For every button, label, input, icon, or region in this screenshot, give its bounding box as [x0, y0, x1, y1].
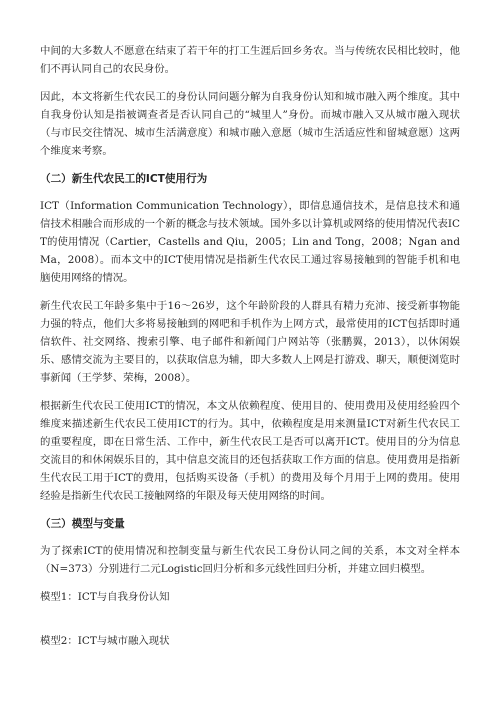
- section-heading-ict-behavior: （二）新生代农民工的ICT使用行为: [40, 173, 208, 185]
- paragraph-ict-definition: ICT（Information Communication Technology），即信息通信技术，是信息技术和通信技术相融合而形成的一个新的概念与技术领域。国外多以计算机或网络的使用情况代表ICT的使用情况（Cartier，Castells and Qiu，2005；Lin and Tong，2008；Ngan and Ma，2008）。而本文中的ICT使用情况是指新生代农民工通过容易接触到的智能手机和电脑使用网络的情况。: [40, 200, 460, 284]
- paragraph-regression-method: 为了探索ICT的使用情况和控制变量与新生代农民工身份认同之间的关系，本文对全样本（N=373）分别进行二元Logistic回归分析和多元线性回归分析，并建立回归模型。: [40, 545, 460, 575]
- section-heading-model-variables: （三）模型与变量: [40, 518, 125, 530]
- paragraph-identity-farmers: 中间的大多数人不愿意在结束了若干年的打工生涯后回乡务农。当与传统农民相比较时，他们不再认同自己的农民身份。: [40, 45, 460, 75]
- paragraph-ict-usage-age: 新生代农民工年龄多集中于16～26岁，这个年龄阶段的人群具有精力充沛、接受新事物能力强的特点，他们大多将易接触到的网吧和手机作为上网方式，最常使用的ICT包括即时通信软件、社交网络、搜索引擎、电子邮件和新闻门户网站等（张鹏翼，2013），以休闲娱乐、感情交流为主要目的，以获取信息为辅，即大多数人上网是打游戏、聊天，顺便浏览时事新闻（王学梦、荣梅，2008）。: [40, 300, 460, 384]
- model-1-label: 模型1：ICT与自我身份认知: [40, 591, 170, 603]
- model-2-label: 模型2：ICT与城市融入现状: [40, 635, 170, 647]
- paragraph-ict-dimensions: 根据新生代农民工使用ICT的情况，本文从依赖程度、使用目的、使用费用及使用经验四个维度来描述新生代农民工使用ICT的行为。其中，依赖程度是用来测量ICT对新生代农民工的重要程度，即在日常生活、工作中，新生代农民工是否可以离开ICT。使用目的分为信息交流目的和休闲娱乐目的，其中信息交流目的还包括获取工作方面的信息。使用费用是指新生代农民工用于ICT的费用，包括购买设备（手机）的费用及每个月用于上网的费用。使用经验是指新生代农民工接触网络的年限及每天使用网络的时间。: [40, 400, 460, 502]
- paragraph-identity-dimensions: 因此，本文将新生代农民工的身份认同问题分解为自我身份认知和城市融入两个维度。其中自我身份认知是指被调查者是否认同自己的“城里人”身份。而城市融入又从城市融入现状（与市民交往情况、城市生活满意度）和城市融入意愿（城市生活适应性和留城意愿）这两个维度来考察。: [40, 91, 460, 157]
